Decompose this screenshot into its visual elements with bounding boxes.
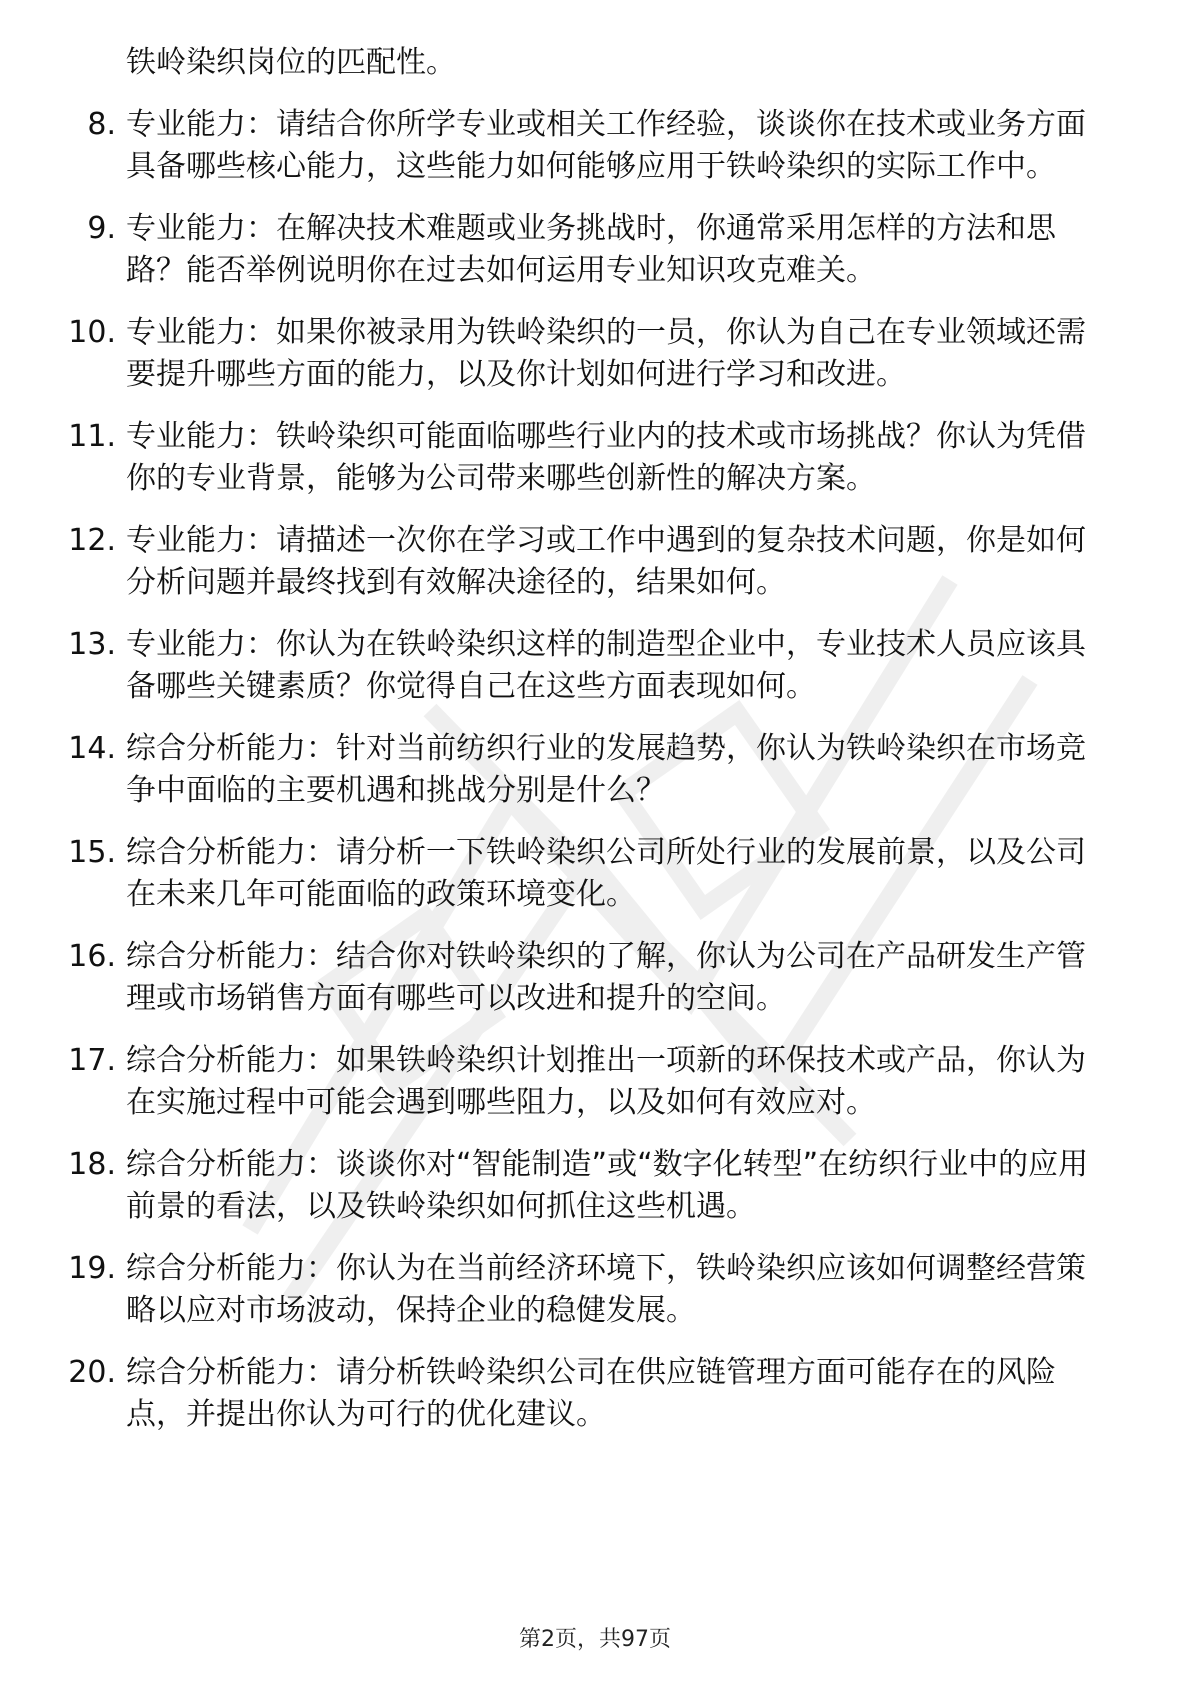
continuation-text: 铁岭染织岗位的匹配性。 (126, 45, 456, 80)
question-text: 专业能力：请结合你所学专业或相关工作经验，谈谈你在技术或业务方面具备哪些核心能力，这些能力如何能够应用于铁岭染织的实际工作中。 (126, 107, 1086, 184)
question-item (68, 1040, 1106, 1124)
question-item (68, 728, 1106, 812)
question-item (68, 936, 1106, 1020)
question-item (68, 1248, 1106, 1332)
question-text: 综合分析能力：请分析一下铁岭染织公司所处行业的发展前景，以及公司在未来几年可能面临的政策环境变化。 (126, 835, 1086, 912)
question-number: 15. (68, 835, 116, 870)
question-text: 专业能力：如果你被录用为铁岭染织的一员，你认为自己在专业领域还需要提升哪些方面的能力，以及你计划如何进行学习和改进。 (126, 315, 1086, 392)
question-number: 9. (87, 211, 116, 246)
question-item (87, 208, 1106, 292)
question-number: 10. (68, 315, 116, 350)
question-text: 专业能力：铁岭染织可能面临哪些行业内的技术或市场挑战？你认为凭借你的专业背景，能够为公司带来哪些创新性的解决方案。 (126, 419, 1086, 496)
question-text: 综合分析能力：结合你对铁岭染织的了解，你认为公司在产品研发生产管理或市场销售方面有哪些可以改进和提升的空间。 (126, 939, 1086, 1016)
question-number: 18. (68, 1147, 116, 1182)
question-text: 综合分析能力：针对当前纺织行业的发展趋势，你认为铁岭染织在市场竞争中面临的主要机遇和挑战分别是什么？ (126, 731, 1086, 808)
question-item (68, 1352, 1106, 1436)
question-text: 专业能力：在解决技术难题或业务挑战时，你通常采用怎样的方法和思路？能否举例说明你在过去如何运用专业知识攻克难关。 (126, 211, 1056, 288)
question-number: 16. (68, 939, 116, 974)
page-footer: 第2页，共97页 (519, 1627, 671, 1652)
question-number: 12. (68, 523, 116, 558)
question-number: 13. (68, 627, 116, 662)
question-list (0, 42, 1190, 1456)
question-number: 17. (68, 1043, 116, 1078)
question-item (68, 312, 1106, 396)
question-number: 8. (87, 107, 116, 142)
question-item (68, 624, 1106, 708)
question-item (68, 416, 1106, 500)
question-text: 综合分析能力：请分析铁岭染织公司在供应链管理方面可能存在的风险点，并提出你认为可行的优化建议。 (126, 1355, 1056, 1432)
question-number: 20. (68, 1355, 116, 1390)
question-item (87, 104, 1106, 188)
question-text: 专业能力：你认为在铁岭染织这样的制造型企业中，专业技术人员应该具备哪些关键素质？你觉得自己在这些方面表现如何。 (126, 627, 1086, 704)
question-item (68, 1144, 1106, 1228)
question-number: 19. (68, 1251, 116, 1286)
question-text: 综合分析能力：如果铁岭染织计划推出一项新的环保技术或产品，你认为在实施过程中可能会遇到哪些阻力，以及如何有效应对。 (126, 1043, 1086, 1120)
question-number: 14. (68, 731, 116, 766)
question-text: 综合分析能力：谈谈你对“智能制造”或“数字化转型”在纺织行业中的应用前景的看法，以及铁岭染织如何抓住这些机遇。 (126, 1147, 1089, 1224)
question-item (68, 520, 1106, 604)
question-number: 11. (68, 419, 116, 454)
question-text: 专业能力：请描述一次你在学习或工作中遇到的复杂技术问题，你是如何分析问题并最终找到有效解决途径的，结果如何。 (126, 523, 1086, 600)
question-text: 综合分析能力：你认为在当前经济环境下，铁岭染织应该如何调整经营策略以应对市场波动，保持企业的稳健发展。 (126, 1251, 1086, 1328)
question-item (68, 832, 1106, 916)
